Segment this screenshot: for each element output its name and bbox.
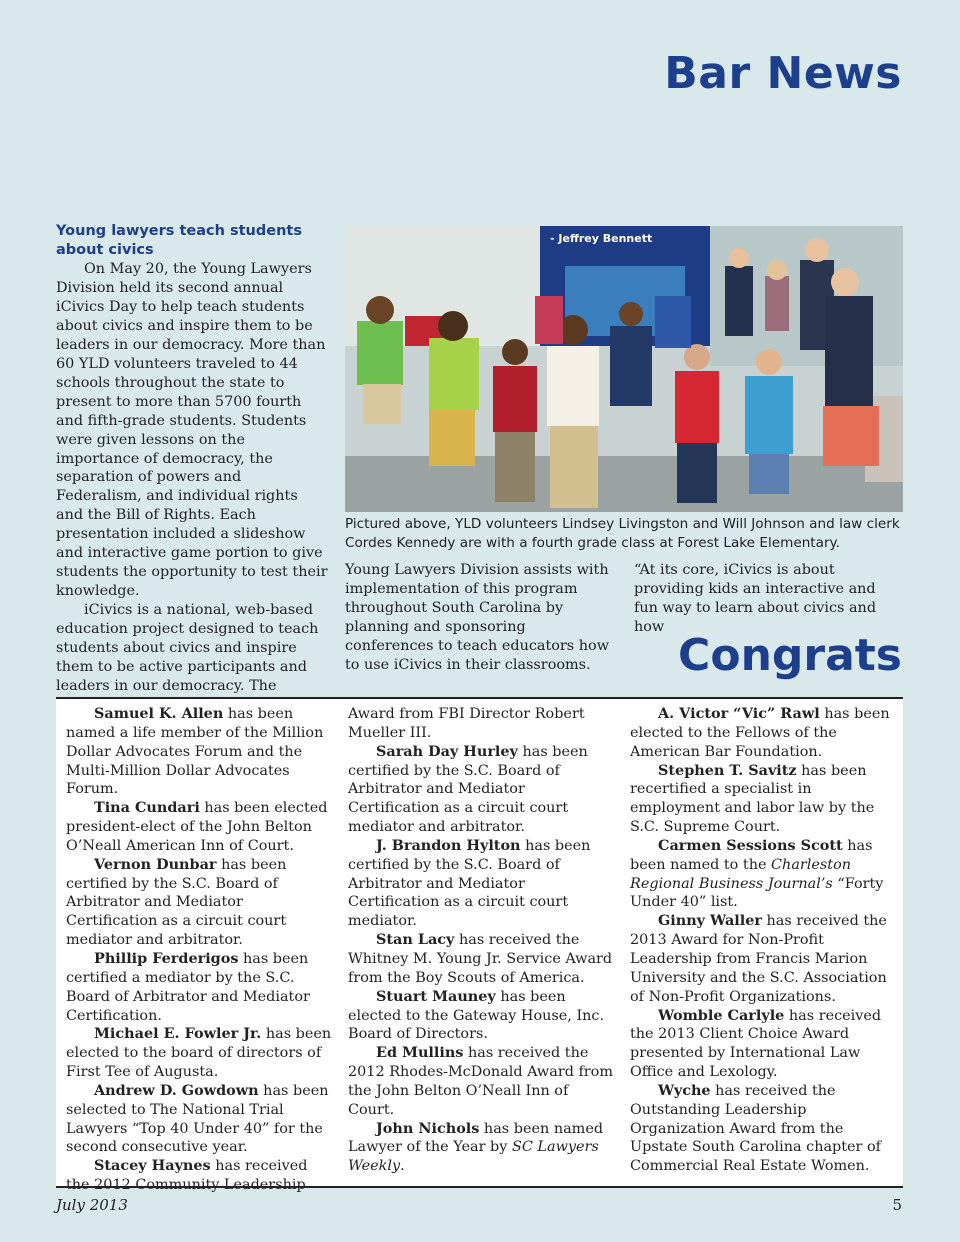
honoree-name: Tina Cundari [94,799,200,817]
honoree-name: Carmen Sessions Scott [658,836,843,854]
congrats-entry [66,1025,332,1082]
honoree-text: has been elected to the Gateway House, Inc. Board of Directors. [348,988,605,1043]
screen-caption-text: - Jeffrey Bennett [550,232,653,245]
congrats-entry [630,837,896,912]
honoree-name: Andrew D. Gowdown [94,1081,259,1099]
article-column-3: “At its core, iCivics is about providing kids an interactive and fun way to learn about civics and how [634,562,877,635]
honoree-name: Wyche [658,1081,711,1099]
congrats-entry [66,1082,332,1157]
congrats-entry [66,856,332,950]
honoree-text: has received the 2012 Rhodes-McDonald Award from the John Belton O’Neall Inn of Court. [348,1045,613,1118]
honoree-text: has been certified a mediator by the S.C. Board of Arbitrator and Mediator Certification. [66,950,310,1024]
congrats-title: Congrats [678,630,902,681]
honoree-name: Phillip Ferderigos [94,949,239,967]
honoree-text: has been recertified a specialist in employment and labor law by the S.C. Supreme Court. [630,762,875,836]
article-paragraph-1: On May 20, the Young Lawyers Division held its second annual iCivics Day to help teach students about civics and inspire them to be leaders in our democracy. More than 60 YLD volunteers traveled to 44 schools throughout the state to present to more than 5700 fourth and fifth-grade students. Students were given lessons on the importance of democracy, the separation of powers and Federalism, and individual rights and the Bill of Rights. Each presentation included a slideshow and interactive game portion to give students the opportunity to test their knowledge. [56,261,328,600]
congrats-entry [348,837,614,931]
honoree-name: Stan Lacy [376,931,455,949]
congrats-entry [348,931,614,988]
honoree-text: has been elected to the Fellows of the American Bar Foundation. [630,706,890,760]
honoree-name: Stacey Haynes [94,1157,211,1175]
congrats-entry [348,1044,614,1119]
page-number: 5 [892,1196,902,1214]
honoree-text: has been elected president-elect of the John Belton O’Neall American Inn of Court. [66,800,328,854]
honoree-text: has been selected to The National Trial Lawyers “Top 40 Under 40” for the second consecutive year. [66,1082,329,1156]
congrats-entry [630,705,896,762]
honoree-name: Ed Mullins [376,1044,464,1062]
congrats-entry [66,705,332,799]
article-headline: Young lawyers teach students about civics [56,223,302,258]
entry-end: . [400,1158,405,1175]
congrats-entry [630,762,896,837]
congrats-entry-continued: Award from FBI Director Robert Mueller III. [348,706,585,741]
honoree-name: Samuel K. Allen [94,705,224,722]
congrats-box [56,697,903,1194]
footer-date: July 2013 [56,1196,128,1214]
honoree-text: has been certified by the S.C. Board of Arbitrator and Mediator Certification as a circuit court mediator. [348,837,591,930]
congrats-column-3 [630,705,896,1176]
entry-end: “Forty Under 40” list. [630,875,884,911]
congrats-entry [66,950,332,1025]
congrats-column-2 [348,705,614,1176]
honoree-name: Michael E. Fowler Jr. [94,1025,262,1043]
honoree-text: has been named Lawyer of the Year by [348,1120,604,1156]
photo-caption: Pictured above, YLD volunteers Lindsey Livingston and Will Johnson and law clerk Cordes Kennedy are with a fourth grade class at Forest Lake Elementary. [345,516,900,551]
honoree-text: has been certified by the S.C. Board of Arbitrator and Mediator Certification as a circuit court mediator and arbitrator. [348,743,588,836]
honoree-text: has been elected to the board of directors of First Tee of Augusta. [66,1026,332,1081]
class-photo-illustration [345,226,903,512]
publication-title: SC Lawyers Weekly [348,1139,599,1175]
section-title: Bar News [664,48,902,99]
honoree-text: has received the 2012 Community Leadership [66,1158,308,1194]
honoree-text: has been certified by the S.C. Board of Arbitrator and Mediator Certification as a circuit court mediator and arbitrator. [66,856,287,949]
honoree-text: has been named to the [630,837,873,873]
congrats-entry [348,743,614,837]
congrats-entry [630,1007,896,1082]
honoree-name: Ginny Waller [658,912,762,930]
honoree-name: John Nichols [376,1119,480,1137]
article-column-2: Young Lawyers Division assists with implementation of this program throughout South Carolina by planning and sponsoring conferences to teach educators how to use iCivics in their classrooms. [345,562,610,673]
congrats-entry [630,1082,896,1176]
congrats-entry [348,1120,614,1177]
article [56,222,328,696]
honoree-name: Womble Carlyle [658,1006,785,1024]
congrats-entry [66,799,332,856]
honoree-name: Stuart Mauney [376,987,496,1005]
publication-title: Charleston Regional Business Journal’s [630,856,852,892]
honoree-name: A. Victor “Vic” Rawl [658,705,820,722]
congrats-column-1 [66,705,332,1195]
class-photo [345,226,903,512]
congrats-entry [630,912,896,1006]
congrats-entry [348,988,614,1045]
honoree-text: has received the 2013 Award for Non-Profit Leadership from Francis Marion University and the S.C. Association of Non-Profit Organizations. [630,913,887,1005]
honoree-name: Stephen T. Savitz [658,761,797,779]
honoree-name: J. Brandon Hylton [376,836,521,854]
article-paragraph-2: iCivics is a national, web-based education project designed to teach students about civics and inspire them to be active participants and leaders in our democracy. The [56,602,319,694]
honoree-name: Sarah Day Hurley [376,742,518,760]
honoree-text: has received the Outstanding Leadership Organization Award from the Upstate South Carolina chapter of Commercial Real Estate Women. [630,1082,881,1175]
honoree-text: has been named a life member of the Million Dollar Advocates Forum and the Multi-Million Dollar Advocates Forum. [66,706,324,798]
honoree-text: has received the 2013 Client Choice Award presented by International Law Office and Lexology. [630,1007,882,1081]
honoree-text: has received the Whitney M. Young Jr. Service Award from the Boy Scouts of America. [348,932,613,986]
congrats-entry [66,1157,332,1195]
honoree-name: Vernon Dunbar [94,855,217,873]
